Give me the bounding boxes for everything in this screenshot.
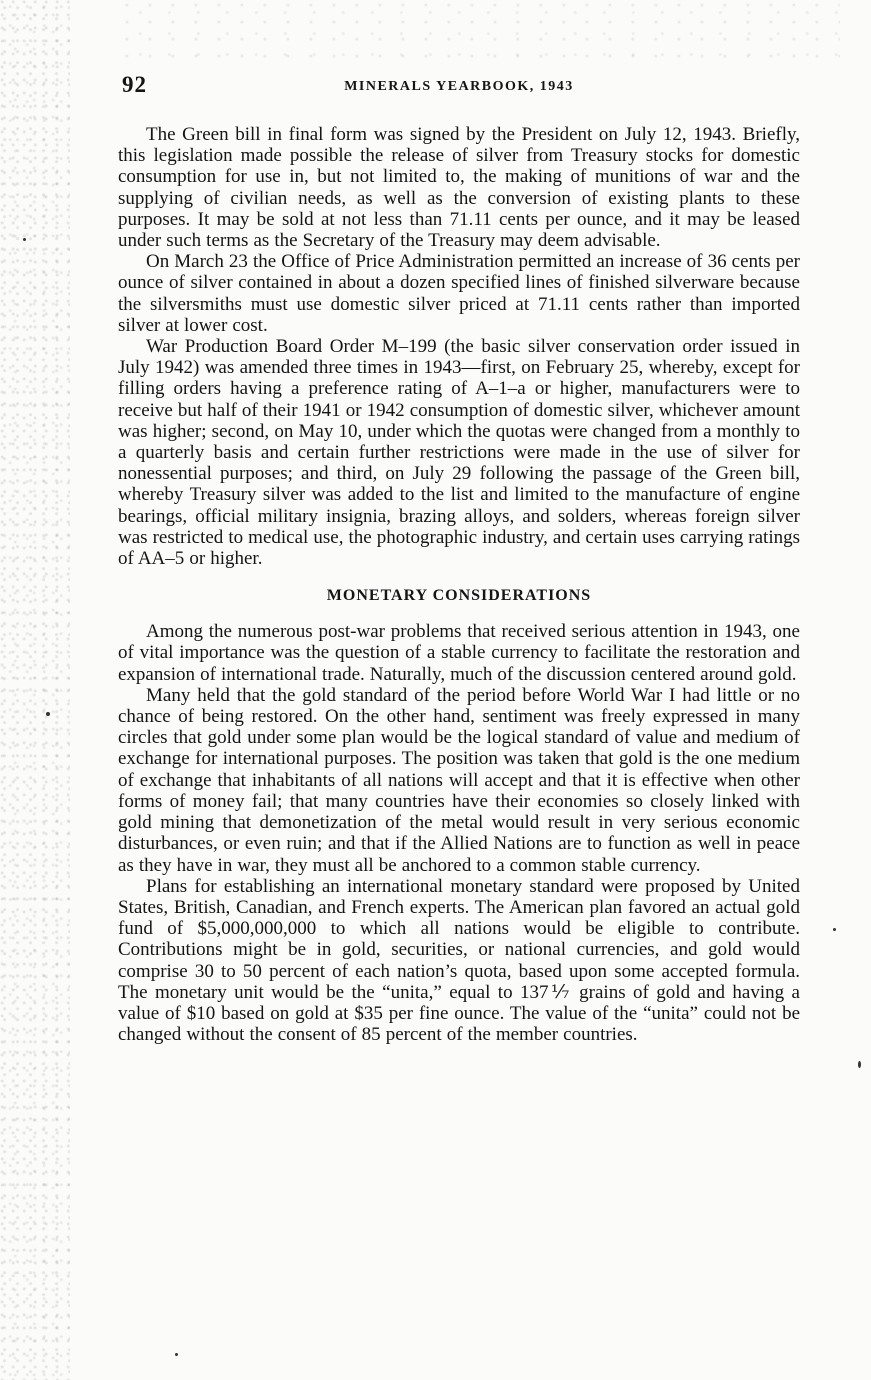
running-title: MINERALS YEARBOOK, 1943 — [344, 79, 574, 94]
page-number: 92 — [122, 72, 147, 97]
scan-noise-top-margin — [120, 0, 840, 60]
scan-speck — [23, 238, 26, 241]
paragraph-green-bill: The Green bill in final form was signed by the President on July 12, 1943. Briefly, this legislation made possible the release of silver from Treasury stocks for domestic consumption for use in, but not limited to, the making of munitions of war and the supplying of civilian needs, as well as the conversion of existing plants to these purposes. It may be sold at not less than 71.11 cents per ounce, and it may be leased under such terms as the Secretary of the Treasury may deem advisable. — [118, 124, 800, 252]
running-head — [118, 72, 800, 102]
scan-noise-left-margin — [0, 0, 70, 1380]
paragraph-monetary-plans: Plans for establishing an international monetary standard were proposed by United States, British, Canadian, and French experts. The American plan favored an actual gold fund of $5,000,000,000 to which all nations would be eligible to contribute. Contributions might be in gold, securities, or national currencies, and gold would comprise 30 to 50 percent of each nation’s quota, based upon some accepted formula. The monetary unit would be the “unita,” equal to 137⅐ grains of gold and having a value of $10 based on gold at $35 per fine ounce. The value of the “unita” could not be changed without the consent of 85 percent of the member countries. — [118, 875, 800, 1046]
paragraph-gold-standard: Many held that the gold standard of the period before World War I had little or no chance of being restored. On the other hand, sentiment was freely expressed in many circles that gold under some plan would be the logical standard of value and medium of exchange for international purposes. The position was taken that gold is the one medium of exchange that inhabitants of all nations will accept and that it is effective when other forms of money fail; that many countries have their economies so closely linked with gold mining that demonetization of the metal would result in very serious economic disturbances, or even ruin; and that if the Allied Nations are to function as well in peace as they have in war, they must all be anchored to a common stable currency. — [118, 684, 800, 876]
scan-speck — [858, 1061, 861, 1068]
section-heading: MONETARY CONSIDERATIONS — [326, 587, 592, 605]
scan-speck — [175, 1353, 178, 1356]
silver-legislation-section — [118, 124, 800, 569]
scan-speck — [46, 712, 50, 716]
paragraph-wpb-order: War Production Board Order M–199 (the basic silver conservation order issued in July 1942) was amended three times in 1943—first, on February 25, whereby, except for filling orders having a preference rating of A–1–a or higher, manufacturers were to receive but half of their 1941 or 1942 consumption of domestic silver, whichever amount was higher; second, on May 10, under which the quotas were changed from a monthly to a quarterly basis and certain further restrictions were made in the use of silver for nonessential purposes; and third, on July 29 following the passage of the Green bill, whereby Treasury silver was added to the list and limited to the manufacture of engine bearings, official military insignia, brazing alloys, and solders, whereas foreign silver was restricted to medical use, the photographic industry, and certain uses carrying ratings of AA–5 or higher. — [118, 336, 800, 570]
paragraph-opa-increase: On March 23 the Office of Price Administration permitted an increase of 36 cents per ounce of silver contained in about a dozen specified lines of finished silverware because the silversmiths must use domestic silver priced at 71.11 cents rather than imported silver at lower cost. — [118, 251, 800, 336]
monetary-considerations-section — [118, 587, 800, 1045]
paragraph-post-war-problems: Among the numerous post-war problems that received serious attention in 1943, one of vital importance was the question of a stable currency to facilitate the restoration and expansion of international trade. Naturally, much of the discussion centered around gold. — [118, 621, 800, 685]
page-content — [118, 72, 800, 1045]
scan-speck — [833, 928, 836, 931]
